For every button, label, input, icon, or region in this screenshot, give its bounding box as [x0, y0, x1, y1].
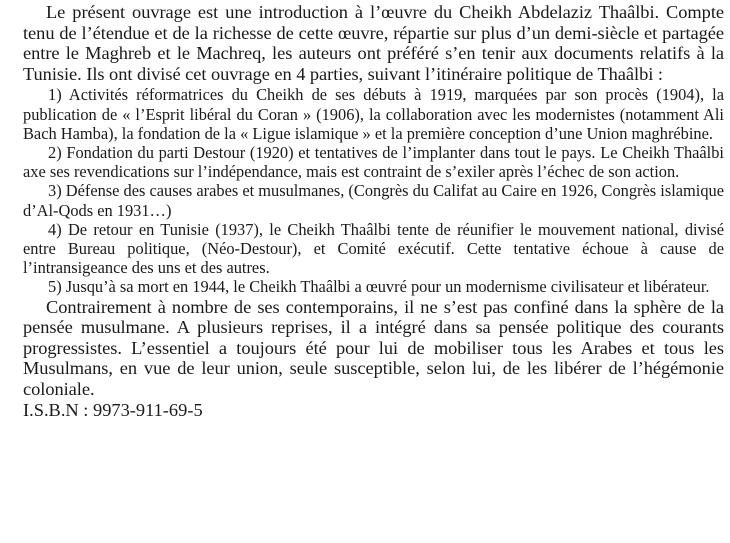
- part-item-4: 4) De retour en Tunisie (1937), le Cheikh Thaâlbi tente de réunifier le mouvement national, divisé entre Bureau politique, (Néo-Destour), et Comité exécutif. Cette tentative échoue à cause de l’intransigeance des uns et des autres.: [23, 219, 724, 278]
- conclusion-paragraph: Contrairement à nombre de ses contemporains, il ne s’est pas confiné dans la sphère de la pensée musulmane. A plusieurs reprises, il a intégré dans sa pensée politique des courants progressistes. L’essentiel a toujours été pour lui de mobiliser tous les Arabes et tous les Musulmans, en vue de leur union, seule susceptible, selon lui, de les libérer de l’hégémonie coloniale.: [23, 296, 724, 399]
- part-item-1: 1) Activités réformatrices du Cheikh de ses débuts à 1919, marquées par son procès (1904), la publication de « l’Esprit libéral du Coran » (1906), la collaboration avec les modernistes (notamment Ali Bach Hamba), la fondation de la « Ligue islamique » et la première conception d’une Union maghrébine.: [23, 85, 724, 143]
- intro-paragraph: Le présent ouvrage est une introduction à l’œuvre du Cheikh Abdelaziz Thaâlbi. Compte tenu de l’étendue et de la richesse de cette œuvre, répartie sur plus d’un demi-siècle et partagée entre le Maghreb et le Machreq, les auteurs ont préféré s’en tenir aux documents relatifs à la Tunisie. Ils ont divisé cet ouvrage en 4 parties, suivant l’itinéraire politique de Thaâlbi :: [23, 2, 724, 84]
- isbn-line: I.S.B.N : 9973-911-69-5: [23, 399, 203, 420]
- part-item-3: 3) Défense des causes arabes et musulmanes, (Congrès du Califat au Caire en 1926, Congrès islamique d’Al-Qods en 1931…): [23, 181, 724, 220]
- part-item-5: 5) Jusqu’à sa mort en 1944, le Cheikh Thaâlbi a œuvré pour un modernisme civilisateur et libérateur.: [48, 277, 710, 297]
- parts-list: [23, 85, 724, 296]
- part-item-2: 2) Fondation du parti Destour (1920) et tentatives de l’implanter dans tout le pays. Le Cheikh Thaâlbi axe ses revendications sur l’indépendance, mais est contraint de s’exiler après l’échec de son action.: [23, 142, 724, 182]
